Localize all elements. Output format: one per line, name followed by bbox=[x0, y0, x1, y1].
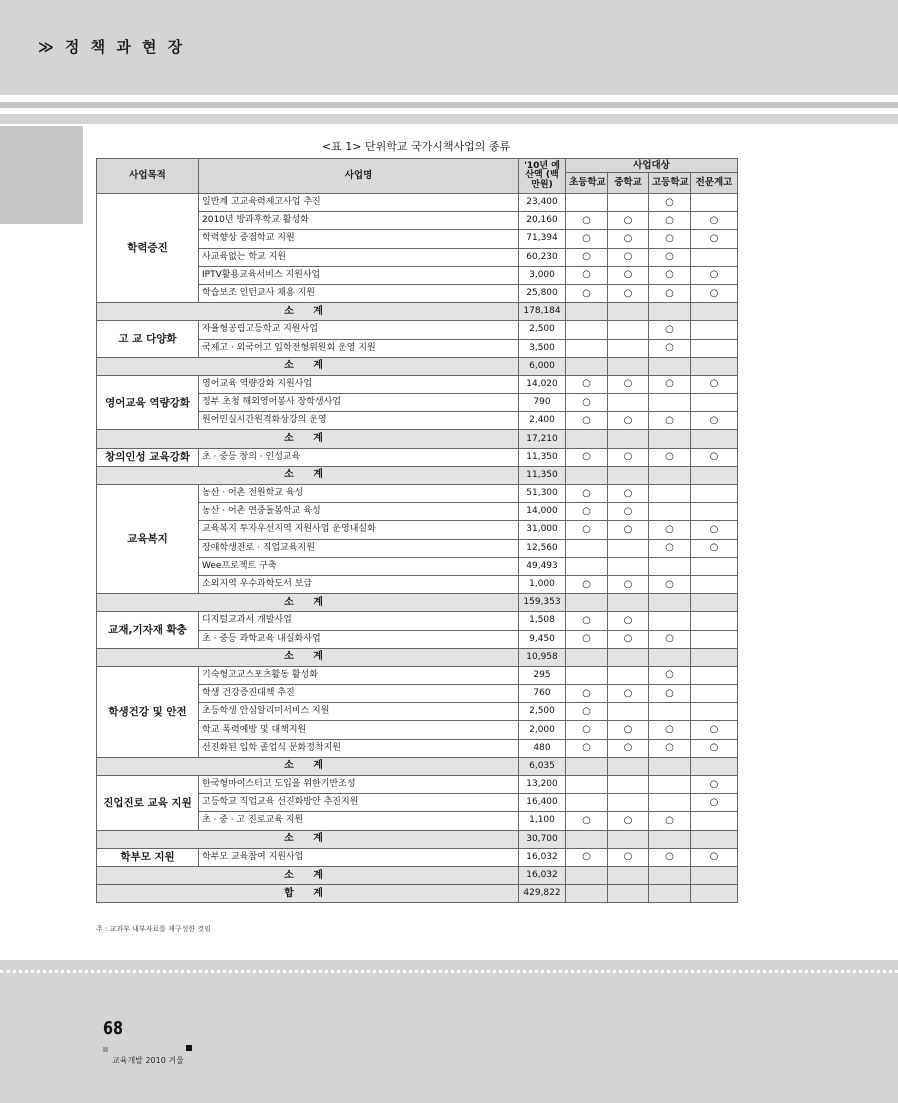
subtotal-value: 159,353 bbox=[519, 594, 566, 612]
elementary-mark: ○ bbox=[566, 503, 608, 521]
budget-cell: 12,560 bbox=[519, 539, 566, 557]
budget-cell: 480 bbox=[519, 739, 566, 757]
elementary-mark: ○ bbox=[566, 630, 608, 648]
middle-mark bbox=[608, 557, 649, 575]
table-row bbox=[97, 666, 738, 684]
project-name-cell: 원어민실시간원격화상강의 운영 bbox=[199, 412, 519, 430]
subtotal-empty-cell bbox=[608, 594, 649, 612]
high-mark: ○ bbox=[649, 412, 691, 430]
magazine-label: 교육개발 2010 겨울 bbox=[112, 1056, 184, 1065]
purpose-cell: 영어교육 역량강화 bbox=[97, 375, 199, 430]
elementary-mark: ○ bbox=[566, 212, 608, 230]
subtotal-value: 6,000 bbox=[519, 357, 566, 375]
middle-mark: ○ bbox=[608, 739, 649, 757]
project-name-cell: 농산 · 어촌 연중돌봄학교 육성 bbox=[199, 503, 519, 521]
vocational-mark bbox=[691, 575, 738, 593]
vocational-mark: ○ bbox=[691, 375, 738, 393]
project-name-cell: IPTV활용교육서비스 지원사업 bbox=[199, 266, 519, 284]
project-name-cell: 일반계 고교육력제고사업 추진 bbox=[199, 194, 519, 212]
subtotal-empty-cell bbox=[691, 594, 738, 612]
subtotal-value: 11,350 bbox=[519, 466, 566, 484]
elementary-mark: ○ bbox=[566, 375, 608, 393]
subtotal-empty-cell bbox=[566, 357, 608, 375]
budget-cell: 25,800 bbox=[519, 284, 566, 302]
elementary-mark: ○ bbox=[566, 394, 608, 412]
subtotal-empty-cell bbox=[691, 466, 738, 484]
table-row bbox=[97, 375, 738, 393]
header-budget: '10년 예산액 (백만원) bbox=[519, 159, 566, 194]
middle-mark: ○ bbox=[608, 485, 649, 503]
vocational-mark: ○ bbox=[691, 412, 738, 430]
subtotal-empty-cell bbox=[649, 303, 691, 321]
header-elementary: 초등학교 bbox=[566, 173, 608, 194]
elementary-mark: ○ bbox=[566, 721, 608, 739]
elementary-mark bbox=[566, 776, 608, 794]
subtotal-empty-cell bbox=[608, 303, 649, 321]
project-name-cell: 고등학교 직업교육 선진화방안 추진지원 bbox=[199, 794, 519, 812]
budget-cell: 60,230 bbox=[519, 248, 566, 266]
high-mark: ○ bbox=[649, 721, 691, 739]
subtotal-empty-cell bbox=[566, 866, 608, 884]
project-name-cell: 학력향상 중점학교 지원 bbox=[199, 230, 519, 248]
subtotal-empty-cell bbox=[566, 648, 608, 666]
budget-cell: 2,500 bbox=[519, 703, 566, 721]
vocational-mark: ○ bbox=[691, 448, 738, 466]
subtotal-label: 소 계 bbox=[97, 648, 519, 666]
budget-cell: 295 bbox=[519, 666, 566, 684]
subtotal-empty-cell bbox=[608, 357, 649, 375]
project-name-cell: 학교 폭력예방 및 대책지원 bbox=[199, 721, 519, 739]
budget-cell: 3,000 bbox=[519, 266, 566, 284]
elementary-mark: ○ bbox=[566, 448, 608, 466]
vocational-mark: ○ bbox=[691, 521, 738, 539]
project-name-cell: 교육복지 투자우선지역 지원사업 운영내실화 bbox=[199, 521, 519, 539]
header-purpose: 사업목적 bbox=[97, 159, 199, 194]
elementary-mark: ○ bbox=[566, 284, 608, 302]
budget-cell: 16,400 bbox=[519, 794, 566, 812]
elementary-mark: ○ bbox=[566, 485, 608, 503]
high-mark: ○ bbox=[649, 448, 691, 466]
grey-square-ornament bbox=[103, 1047, 108, 1052]
high-mark: ○ bbox=[649, 339, 691, 357]
middle-mark: ○ bbox=[608, 248, 649, 266]
elementary-mark bbox=[566, 321, 608, 339]
budget-cell: 31,000 bbox=[519, 521, 566, 539]
section-title: ≫ 정 책 과 현 장 bbox=[38, 38, 186, 56]
vocational-mark bbox=[691, 248, 738, 266]
vocational-mark bbox=[691, 812, 738, 830]
elementary-mark: ○ bbox=[566, 266, 608, 284]
vocational-mark bbox=[691, 685, 738, 703]
budget-cell: 790 bbox=[519, 394, 566, 412]
budget-cell: 2,400 bbox=[519, 412, 566, 430]
subtotal-value: 16,032 bbox=[519, 866, 566, 884]
budget-cell: 14,020 bbox=[519, 375, 566, 393]
elementary-mark: ○ bbox=[566, 575, 608, 593]
vocational-mark: ○ bbox=[691, 212, 738, 230]
middle-mark bbox=[608, 194, 649, 212]
header-divider-lower bbox=[0, 114, 898, 124]
subtotal-empty-cell bbox=[649, 830, 691, 848]
budget-cell: 16,032 bbox=[519, 848, 566, 866]
vocational-mark bbox=[691, 321, 738, 339]
header-name: 사업명 bbox=[199, 159, 519, 194]
subtotal-empty-cell bbox=[649, 648, 691, 666]
middle-mark: ○ bbox=[608, 575, 649, 593]
table-row bbox=[97, 448, 738, 466]
budget-cell: 14,000 bbox=[519, 503, 566, 521]
elementary-mark bbox=[566, 794, 608, 812]
table-row bbox=[97, 848, 738, 866]
subtotal-empty-cell bbox=[566, 430, 608, 448]
high-mark bbox=[649, 703, 691, 721]
vocational-mark bbox=[691, 503, 738, 521]
subtotal-empty-cell bbox=[608, 430, 649, 448]
budget-cell: 11,350 bbox=[519, 448, 566, 466]
vocational-mark bbox=[691, 666, 738, 684]
middle-mark: ○ bbox=[608, 375, 649, 393]
footer-dotted-divider bbox=[0, 970, 898, 973]
policy-table bbox=[96, 158, 738, 903]
subtotal-empty-cell bbox=[566, 466, 608, 484]
elementary-mark: ○ bbox=[566, 703, 608, 721]
purpose-cell: 진업진로 교육 지원 bbox=[97, 776, 199, 831]
middle-mark bbox=[608, 339, 649, 357]
subtotal-empty-cell bbox=[691, 830, 738, 848]
budget-cell: 760 bbox=[519, 685, 566, 703]
project-name-cell: 2010년 방과후학교 활성화 bbox=[199, 212, 519, 230]
subtotal-empty-cell bbox=[566, 830, 608, 848]
budget-cell: 1,508 bbox=[519, 612, 566, 630]
vocational-mark: ○ bbox=[691, 539, 738, 557]
side-tab-block bbox=[0, 126, 83, 224]
vocational-mark: ○ bbox=[691, 794, 738, 812]
subtotal-empty-cell bbox=[649, 430, 691, 448]
subtotal-empty-cell bbox=[691, 866, 738, 884]
high-mark: ○ bbox=[649, 248, 691, 266]
high-mark bbox=[649, 485, 691, 503]
footer-band bbox=[0, 960, 898, 1103]
purpose-cell: 교재,기자재 확충 bbox=[97, 612, 199, 648]
subtotal-empty-cell bbox=[566, 594, 608, 612]
budget-cell: 1,000 bbox=[519, 575, 566, 593]
total-empty-cell bbox=[608, 885, 649, 903]
subtotal-empty-cell bbox=[608, 866, 649, 884]
vocational-mark bbox=[691, 339, 738, 357]
vocational-mark bbox=[691, 630, 738, 648]
high-mark: ○ bbox=[649, 575, 691, 593]
project-name-cell: 영어교육 역량강화 지원사업 bbox=[199, 375, 519, 393]
budget-cell: 71,394 bbox=[519, 230, 566, 248]
budget-cell: 1,100 bbox=[519, 812, 566, 830]
high-mark bbox=[649, 557, 691, 575]
subtotal-empty-cell bbox=[691, 757, 738, 775]
table-caption: <표 1> 단위학교 국가시책사업의 종류 bbox=[321, 140, 511, 153]
total-empty-cell bbox=[649, 885, 691, 903]
subtotal-value: 30,700 bbox=[519, 830, 566, 848]
subtotal-empty-cell bbox=[566, 303, 608, 321]
subtotal-empty-cell bbox=[691, 357, 738, 375]
middle-mark: ○ bbox=[608, 212, 649, 230]
vocational-mark: ○ bbox=[691, 721, 738, 739]
budget-cell: 49,493 bbox=[519, 557, 566, 575]
middle-mark: ○ bbox=[608, 521, 649, 539]
project-name-cell: 초 · 중등 창의 · 인성교육 bbox=[199, 448, 519, 466]
vocational-mark: ○ bbox=[691, 776, 738, 794]
total-empty-cell bbox=[566, 885, 608, 903]
high-mark: ○ bbox=[649, 230, 691, 248]
high-mark: ○ bbox=[649, 284, 691, 302]
budget-cell: 13,200 bbox=[519, 776, 566, 794]
high-mark bbox=[649, 776, 691, 794]
project-name-cell: 학생 건강증진대책 추진 bbox=[199, 685, 519, 703]
middle-mark bbox=[608, 321, 649, 339]
subtotal-empty-cell bbox=[691, 648, 738, 666]
middle-mark: ○ bbox=[608, 812, 649, 830]
subtotal-empty-cell bbox=[649, 594, 691, 612]
project-name-cell: 기숙형고교스포츠활동 활성화 bbox=[199, 666, 519, 684]
project-name-cell: 소외지역 우수과학도서 보급 bbox=[199, 575, 519, 593]
budget-cell: 2,500 bbox=[519, 321, 566, 339]
project-name-cell: 한국형마이스터고 도입을 위한기반조성 bbox=[199, 776, 519, 794]
project-name-cell: 디지털교과서 개발사업 bbox=[199, 612, 519, 630]
subtotal-label: 소 계 bbox=[97, 357, 519, 375]
middle-mark: ○ bbox=[608, 630, 649, 648]
subtotal-row bbox=[97, 648, 738, 666]
elementary-mark bbox=[566, 557, 608, 575]
vocational-mark bbox=[691, 557, 738, 575]
subtotal-label: 소 계 bbox=[97, 866, 519, 884]
project-name-cell: 자율형공립고등학교 지원사업 bbox=[199, 321, 519, 339]
header-vocational: 전문계고 bbox=[691, 173, 738, 194]
subtotal-row bbox=[97, 594, 738, 612]
subtotal-label: 소 계 bbox=[97, 830, 519, 848]
elementary-mark: ○ bbox=[566, 521, 608, 539]
high-mark: ○ bbox=[649, 194, 691, 212]
high-mark bbox=[649, 794, 691, 812]
subtotal-row bbox=[97, 830, 738, 848]
project-name-cell: 학부모 교육참여 지원사업 bbox=[199, 848, 519, 866]
subtotal-row bbox=[97, 357, 738, 375]
project-name-cell: 학습보조 인턴교사 채용 지원 bbox=[199, 284, 519, 302]
project-name-cell: 선진화된 입학 졸업식 문화정착지원 bbox=[199, 739, 519, 757]
subtotal-value: 178,184 bbox=[519, 303, 566, 321]
middle-mark: ○ bbox=[608, 721, 649, 739]
elementary-mark bbox=[566, 339, 608, 357]
elementary-mark bbox=[566, 539, 608, 557]
middle-mark bbox=[608, 794, 649, 812]
middle-mark bbox=[608, 394, 649, 412]
subtotal-row bbox=[97, 757, 738, 775]
table-row bbox=[97, 612, 738, 630]
header-target: 사업대상 bbox=[566, 159, 738, 173]
middle-mark bbox=[608, 776, 649, 794]
vocational-mark bbox=[691, 194, 738, 212]
table-row bbox=[97, 485, 738, 503]
budget-cell: 51,300 bbox=[519, 485, 566, 503]
vocational-mark bbox=[691, 612, 738, 630]
project-name-cell: 초등학생 안심알리미서비스 지원 bbox=[199, 703, 519, 721]
table-row bbox=[97, 776, 738, 794]
high-mark: ○ bbox=[649, 521, 691, 539]
footnote: 주 : 교과부 내부자료를 재구성한 것임 bbox=[96, 925, 211, 933]
high-mark: ○ bbox=[649, 685, 691, 703]
middle-mark: ○ bbox=[608, 266, 649, 284]
subtotal-empty-cell bbox=[608, 830, 649, 848]
project-name-cell: 국제고 · 외국어고 입학전형위원회 운영 지원 bbox=[199, 339, 519, 357]
vocational-mark: ○ bbox=[691, 230, 738, 248]
elementary-mark: ○ bbox=[566, 230, 608, 248]
vocational-mark bbox=[691, 394, 738, 412]
high-mark: ○ bbox=[649, 739, 691, 757]
high-mark: ○ bbox=[649, 848, 691, 866]
high-mark: ○ bbox=[649, 321, 691, 339]
subtotal-row bbox=[97, 466, 738, 484]
subtotal-empty-cell bbox=[691, 303, 738, 321]
page-number: 68 bbox=[103, 1018, 124, 1039]
subtotal-row bbox=[97, 303, 738, 321]
vocational-mark bbox=[691, 485, 738, 503]
subtotal-label: 소 계 bbox=[97, 594, 519, 612]
middle-mark bbox=[608, 666, 649, 684]
purpose-cell: 고 교 다양화 bbox=[97, 321, 199, 357]
subtotal-empty-cell bbox=[691, 430, 738, 448]
budget-cell: 9,450 bbox=[519, 630, 566, 648]
high-mark: ○ bbox=[649, 539, 691, 557]
middle-mark: ○ bbox=[608, 612, 649, 630]
elementary-mark: ○ bbox=[566, 812, 608, 830]
middle-mark: ○ bbox=[608, 848, 649, 866]
purpose-cell: 교육복지 bbox=[97, 485, 199, 594]
middle-mark: ○ bbox=[608, 284, 649, 302]
high-mark: ○ bbox=[649, 375, 691, 393]
elementary-mark: ○ bbox=[566, 612, 608, 630]
elementary-mark: ○ bbox=[566, 739, 608, 757]
subtotal-empty-cell bbox=[649, 866, 691, 884]
vocational-mark: ○ bbox=[691, 848, 738, 866]
middle-mark: ○ bbox=[608, 448, 649, 466]
middle-mark bbox=[608, 539, 649, 557]
subtotal-empty-cell bbox=[608, 466, 649, 484]
subtotal-empty-cell bbox=[566, 757, 608, 775]
subtotal-empty-cell bbox=[649, 357, 691, 375]
grand-total-value: 429,822 bbox=[519, 885, 566, 903]
header-middle: 중학교 bbox=[608, 173, 649, 194]
high-mark bbox=[649, 394, 691, 412]
middle-mark bbox=[608, 703, 649, 721]
subtotal-label: 소 계 bbox=[97, 430, 519, 448]
vocational-mark bbox=[691, 703, 738, 721]
budget-cell: 3,500 bbox=[519, 339, 566, 357]
budget-cell: 20,160 bbox=[519, 212, 566, 230]
total-empty-cell bbox=[691, 885, 738, 903]
subtotal-empty-cell bbox=[608, 757, 649, 775]
elementary-mark: ○ bbox=[566, 685, 608, 703]
table-row bbox=[97, 321, 738, 339]
budget-cell: 2,000 bbox=[519, 721, 566, 739]
high-mark: ○ bbox=[649, 630, 691, 648]
purpose-cell: 학력증진 bbox=[97, 194, 199, 303]
subtotal-empty-cell bbox=[649, 757, 691, 775]
middle-mark: ○ bbox=[608, 503, 649, 521]
middle-mark: ○ bbox=[608, 412, 649, 430]
subtotal-value: 10,958 bbox=[519, 648, 566, 666]
elementary-mark: ○ bbox=[566, 248, 608, 266]
elementary-mark: ○ bbox=[566, 412, 608, 430]
subtotal-value: 17,210 bbox=[519, 430, 566, 448]
high-mark: ○ bbox=[649, 266, 691, 284]
vocational-mark: ○ bbox=[691, 739, 738, 757]
project-name-cell: 장애학생진로 · 직업교육지원 bbox=[199, 539, 519, 557]
subtotal-label: 소 계 bbox=[97, 757, 519, 775]
high-mark bbox=[649, 612, 691, 630]
purpose-cell: 학생건강 및 안전 bbox=[97, 666, 199, 757]
policy-table-body bbox=[97, 194, 738, 903]
subtotal-row bbox=[97, 430, 738, 448]
project-name-cell: Wee프로젝트 구축 bbox=[199, 557, 519, 575]
high-mark: ○ bbox=[649, 666, 691, 684]
subtotal-row bbox=[97, 866, 738, 884]
vocational-mark: ○ bbox=[691, 284, 738, 302]
middle-mark: ○ bbox=[608, 230, 649, 248]
elementary-mark bbox=[566, 666, 608, 684]
subtotal-label: 소 계 bbox=[97, 303, 519, 321]
black-square-ornament bbox=[186, 1045, 192, 1051]
header-high: 고등학교 bbox=[649, 173, 691, 194]
grand-total-label: 합 계 bbox=[97, 885, 519, 903]
grand-total-row bbox=[97, 885, 738, 903]
budget-cell: 23,400 bbox=[519, 194, 566, 212]
purpose-cell: 학부모 지원 bbox=[97, 848, 199, 866]
middle-mark: ○ bbox=[608, 685, 649, 703]
subtotal-value: 6,035 bbox=[519, 757, 566, 775]
subtotal-label: 소 계 bbox=[97, 466, 519, 484]
purpose-cell: 창의인성 교육강화 bbox=[97, 448, 199, 466]
elementary-mark: ○ bbox=[566, 848, 608, 866]
high-mark: ○ bbox=[649, 212, 691, 230]
vocational-mark: ○ bbox=[691, 266, 738, 284]
project-name-cell: 농산 · 어촌 전원학교 육성 bbox=[199, 485, 519, 503]
high-mark: ○ bbox=[649, 812, 691, 830]
subtotal-empty-cell bbox=[608, 648, 649, 666]
project-name-cell: 초 · 중 · 고 진로교육 지원 bbox=[199, 812, 519, 830]
subtotal-empty-cell bbox=[649, 466, 691, 484]
elementary-mark bbox=[566, 194, 608, 212]
header-divider bbox=[0, 102, 898, 108]
project-name-cell: 사교육없는 학교 지원 bbox=[199, 248, 519, 266]
table-row bbox=[97, 194, 738, 212]
project-name-cell: 정부 초청 해외영어봉사 장학생사업 bbox=[199, 394, 519, 412]
high-mark bbox=[649, 503, 691, 521]
project-name-cell: 초 · 중등 과학교육 내실화사업 bbox=[199, 630, 519, 648]
